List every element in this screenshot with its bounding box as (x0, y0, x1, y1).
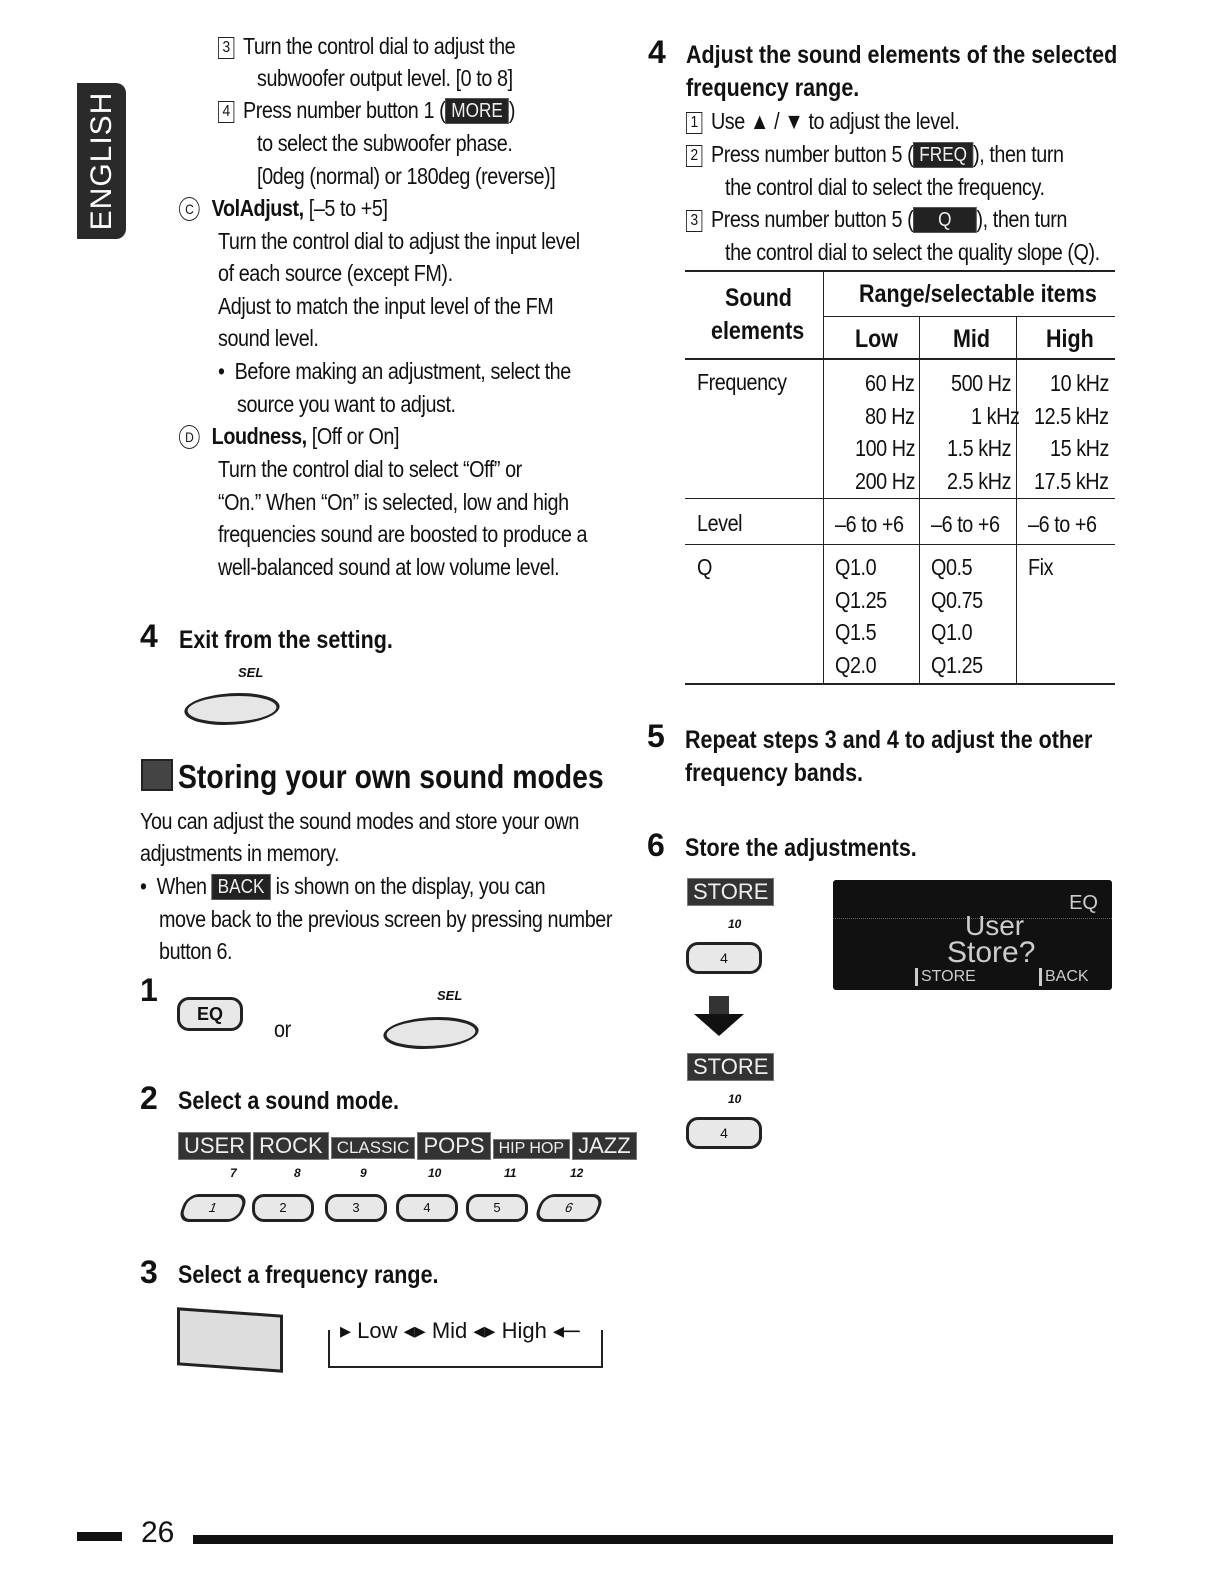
down-icon: ▼ (784, 108, 804, 134)
footer-bar-right (193, 1535, 1113, 1544)
option-c-text: Turn the control dial to adjust the input level (218, 228, 580, 254)
mode-user: USER (178, 1132, 251, 1160)
back-tag: BACK (212, 874, 271, 900)
substep-3: 3 Turn the control dial to adjust the (218, 30, 515, 63)
cell: Q1.0 (931, 619, 973, 645)
section-paragraph: You can adjust the sound modes and store your own (140, 808, 579, 834)
mode-rock: ROCK (253, 1132, 329, 1160)
cell: 10 kHz (1050, 370, 1109, 396)
button-number: 9 (360, 1166, 367, 1180)
number-button-5[interactable]: 5 (466, 1194, 528, 1222)
lcd-back: BACK (1039, 968, 1089, 986)
option-c-text: of each source (except FM). (218, 260, 453, 286)
store-tag: STORE (687, 878, 774, 906)
section-icon (141, 759, 173, 791)
option-d-text: frequencies sound are boosted to produce a (218, 521, 588, 547)
option-d-text: well-balanced sound at low volume level. (218, 554, 560, 580)
freq-tag: FREQ (913, 142, 973, 168)
lcd-display (833, 880, 1112, 990)
number-button-4-hold[interactable]: 4 (686, 1117, 762, 1149)
option-c-text: Adjust to match the input level of the FM (218, 293, 554, 319)
cell: 17.5 kHz (1034, 468, 1109, 494)
step-4-number: 4 (140, 618, 158, 654)
r-step-4-title: frequency range. (686, 74, 860, 102)
button-number: 10 (428, 1166, 442, 1180)
page-number: 26 (141, 1516, 175, 1549)
store-tag: STORE (687, 1053, 774, 1081)
substep-4-text: to select the subwoofer phase. (257, 130, 513, 156)
lcd-eq: EQ (1069, 892, 1098, 914)
number-button-4[interactable]: 4 (396, 1194, 458, 1222)
sel-button[interactable] (178, 693, 287, 725)
option-d: D Loudness, [Off or On] (179, 420, 399, 453)
step-3-number: 3 (140, 1254, 158, 1290)
or-label: or (274, 1016, 291, 1042)
cell: 100 Hz (855, 435, 916, 461)
number-button-6[interactable]: 6 (533, 1194, 605, 1222)
number-button-2[interactable]: 2 (252, 1194, 314, 1222)
sel-button[interactable] (377, 1017, 486, 1049)
section-title: Storing your own sound modes (178, 758, 604, 795)
more-tag: MORE (445, 98, 509, 124)
language-tab (77, 83, 126, 239)
lcd-line2: Store? (947, 936, 1036, 969)
cell: 1.5 kHz (947, 435, 1012, 461)
cell: 60 Hz (865, 370, 915, 396)
language-label: ENGLISH (84, 91, 118, 231)
cell: 1 kHz (971, 403, 1020, 429)
option-c-bullet: • Before making an adjustment, select the (218, 358, 571, 384)
row-frequency-label: Frequency (697, 369, 787, 395)
footer-bar-left (77, 1532, 122, 1541)
r-substep-2-text: the control dial to select the frequency. (725, 174, 1045, 200)
cell: –6 to +6 (931, 511, 1000, 537)
sel-label: SEL (238, 665, 264, 680)
cell: –6 to +6 (835, 511, 904, 537)
step-2-number: 2 (140, 1080, 158, 1116)
mode-hiphop: HIP HOP (493, 1139, 571, 1159)
sound-mode-list (178, 1132, 639, 1160)
number-button-4-press[interactable]: 4 (686, 942, 762, 974)
up-icon: ▲ (749, 108, 770, 134)
section-paragraph: adjustments in memory. (140, 840, 340, 866)
cell: 200 Hz (855, 468, 916, 494)
row-level-label: Level (697, 510, 743, 536)
button-number: 11 (504, 1166, 517, 1180)
r-substep-3: 3 Press number button 5 ( Q ), then turn (686, 203, 1067, 236)
cell: –6 to +6 (1028, 511, 1097, 537)
mode-classic: CLASSIC (331, 1137, 416, 1159)
control-dial-icon[interactable] (177, 1307, 283, 1372)
button-number: 12 (570, 1166, 584, 1180)
eq-button[interactable]: EQ (177, 997, 243, 1031)
cell: Fix (1028, 554, 1054, 580)
th-low: Low (855, 325, 898, 353)
lcd-store: STORE (915, 968, 976, 986)
cell: 12.5 kHz (1034, 403, 1109, 429)
button-number: 7 (230, 1166, 237, 1180)
step-3-title: Select a frequency range. (178, 1261, 439, 1289)
sel-label: SEL (437, 988, 463, 1003)
cell: Q1.25 (931, 652, 983, 678)
option-c-text: sound level. (218, 325, 319, 351)
r-step-4-number: 4 (648, 34, 666, 70)
eq-table (685, 270, 1115, 685)
section-bullet-text: button 6. (159, 938, 233, 964)
mode-pops: POPS (417, 1132, 490, 1160)
cell: Q0.5 (931, 554, 973, 580)
button-number: 10 (728, 1092, 742, 1106)
th-mid: Mid (953, 325, 991, 353)
r-step-5-title: Repeat steps 3 and 4 to adjust the other (685, 726, 1093, 754)
option-d-text: Turn the control dial to select “Off” or (218, 456, 522, 482)
mode-jazz: JAZZ (572, 1132, 637, 1160)
lcd-line1: User (965, 910, 1025, 941)
substep-4-range: [0deg (normal) or 180deg (reverse)] (257, 163, 556, 189)
button-number: 8 (294, 1166, 301, 1180)
r-substep-1: 1 Use ▲ / ▼ to adjust the level. (686, 105, 959, 138)
substep-3-text: subwoofer output level. [0 to 8] (257, 65, 513, 91)
cell: Q0.75 (931, 587, 983, 613)
q-tag: Q (913, 207, 976, 233)
frequency-cycle: ▸ Low ◂▸ Mid ◂▸ High ◂─ (336, 1318, 584, 1344)
arrow-down-icon (694, 996, 744, 1036)
option-c: C VolAdjust, [–5 to +5] (179, 192, 388, 225)
section-bullet-text: move back to the previous screen by pressing number (159, 906, 613, 932)
cell: 2.5 kHz (947, 468, 1012, 494)
option-c-bullet-text: source you want to adjust. (237, 391, 456, 417)
substep-4: 4 Press number button 1 ( MORE ) (218, 94, 515, 127)
step-4-title: Exit from the setting. (179, 626, 393, 654)
step-1-number: 1 (140, 972, 158, 1008)
th-sound: Sound (725, 284, 792, 312)
r-step-4-title: Adjust the sound elements of the selected (686, 41, 1118, 69)
th-elements: elements (711, 317, 805, 345)
number-button-1[interactable]: 1 (177, 1194, 249, 1222)
cell: Q2.0 (835, 652, 877, 678)
th-range: Range/selectable items (859, 280, 1097, 308)
r-step-5-title: frequency bands. (685, 759, 864, 787)
section-bullet: • When BACK is shown on the display, you can (140, 873, 546, 899)
r-substep-3-text: the control dial to select the quality slope (Q). (725, 239, 1100, 265)
number-button-3[interactable]: 3 (325, 1194, 387, 1222)
r-step-5-number: 5 (647, 718, 665, 754)
button-number: 10 (728, 917, 742, 931)
r-step-6-title: Store the adjustments. (685, 834, 917, 862)
cell: 15 kHz (1050, 435, 1109, 461)
cell: 80 Hz (865, 403, 915, 429)
cell: Q1.0 (835, 554, 877, 580)
step-2-title: Select a sound mode. (178, 1087, 400, 1115)
r-step-6-number: 6 (647, 827, 665, 863)
r-substep-2: 2 Press number button 5 ( FREQ ), then turn (686, 138, 1064, 171)
th-high: High (1046, 325, 1094, 353)
cell: 500 Hz (951, 370, 1012, 396)
row-q-label: Q (697, 554, 712, 580)
option-d-text: “On.” When “On” is selected, low and high (218, 489, 569, 515)
cell: Q1.25 (835, 587, 887, 613)
cell: Q1.5 (835, 619, 877, 645)
